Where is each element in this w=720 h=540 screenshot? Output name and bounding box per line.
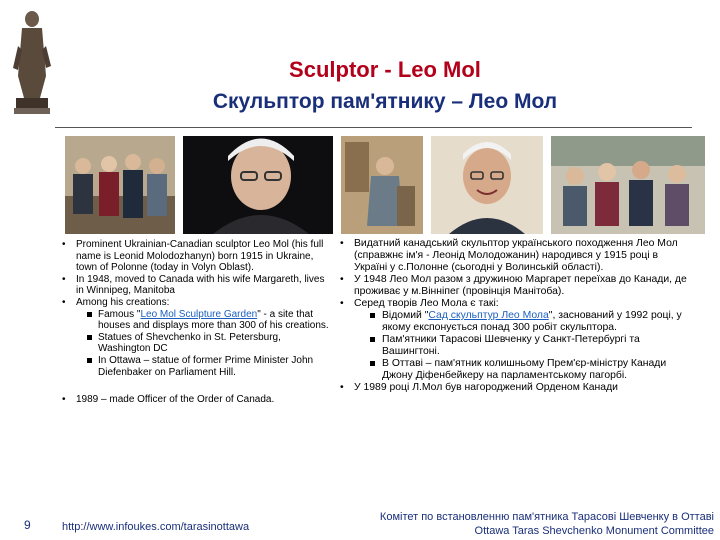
bullet: • In 1948, moved to Canada with his wife Margareth, lives in Winnipeg, Manitoba bbox=[60, 274, 330, 297]
footer-organization bbox=[380, 510, 714, 538]
photo-group bbox=[65, 136, 175, 234]
page-subtitle: Скульптор пам'ятнику – Лео Мол bbox=[212, 90, 558, 113]
sub-bullet: Відомий "Сад скульптур Лео Мола", заснований у 1992 році, у якому експонується понад 300 робіт скульптора. bbox=[338, 310, 693, 334]
photo-strip bbox=[65, 136, 705, 236]
photo-smiling bbox=[431, 136, 543, 234]
sub-bullet: In Ottawa – statue of former Prime Minister John Diefenbaker on Parliament Hill. bbox=[60, 355, 330, 378]
footer-url[interactable]: http://www.infoukes.com/tarasinottawa bbox=[62, 521, 250, 533]
bullet: • Prominent Ukrainian-Canadian sculptor Leo Mol (his full name is Leonid Molodozhanyn) born 1915 in Ukraine, town of Polonne (today in Volyn Oblast). bbox=[60, 239, 330, 274]
sub-bullet: В Оттаві – пам'ятник колишньому Прем'єр-міністру Канади Джону Діфенбейкеру на парламентському пагорбі. bbox=[338, 358, 693, 382]
footer-org-line1: Комітет по встановленню пам'ятника Тарасові Шевченку в Оттаві bbox=[379, 511, 714, 523]
statue-image bbox=[10, 6, 54, 116]
bullet: • Серед творів Лео Мола є такі: bbox=[338, 298, 693, 310]
bullet: • У 1948 Лео Мол разом з дружиною Маргарет переїхав до Канади, де проживає у м.Вінніпег (провінція Манітоба). bbox=[338, 274, 693, 298]
photo-studio bbox=[341, 136, 423, 234]
sculpture-garden-link-ua[interactable]: Сад скульптур Лео Мола bbox=[428, 310, 549, 321]
footer-org-line2: Ottawa Taras Shevchenko Monument Committee bbox=[474, 525, 714, 537]
photo-family bbox=[551, 136, 705, 234]
page-title: Sculptor - Leo Mol bbox=[289, 57, 481, 82]
english-text bbox=[60, 239, 330, 406]
page-number: 9 bbox=[24, 518, 31, 532]
sculpture-garden-link[interactable]: Leo Mol Sculpture Garden bbox=[140, 308, 258, 320]
ukrainian-text bbox=[338, 238, 693, 394]
bullet: • Видатний канадський скульптор українського походження Лео Мол (справжнє ім'я - Леонід Молодожанин) народився у 1915 році в Україні у с.Полонне (сьогодні у Волинській області). bbox=[338, 238, 693, 274]
sub-bullet: Statues of Shevchenko in St. Petersburg, Washington DC bbox=[60, 332, 330, 355]
sub-bullet: Пам'ятники Тарасові Шевченку у Санкт-Петербургі та Вашингтоні. bbox=[338, 334, 693, 358]
bullet: • У 1989 році Л.Мол був нагороджений Орденом Канади bbox=[338, 382, 693, 394]
sub-bullet: Famous "Leo Mol Sculpture Garden" - a site that houses and displays more than 300 of his creations. bbox=[60, 309, 330, 332]
bullet: • 1989 – made Officer of the Order of Canada. bbox=[60, 394, 330, 406]
title-divider bbox=[55, 127, 692, 128]
photo-portrait bbox=[183, 136, 333, 234]
bullet: • Among his creations: bbox=[60, 297, 330, 309]
